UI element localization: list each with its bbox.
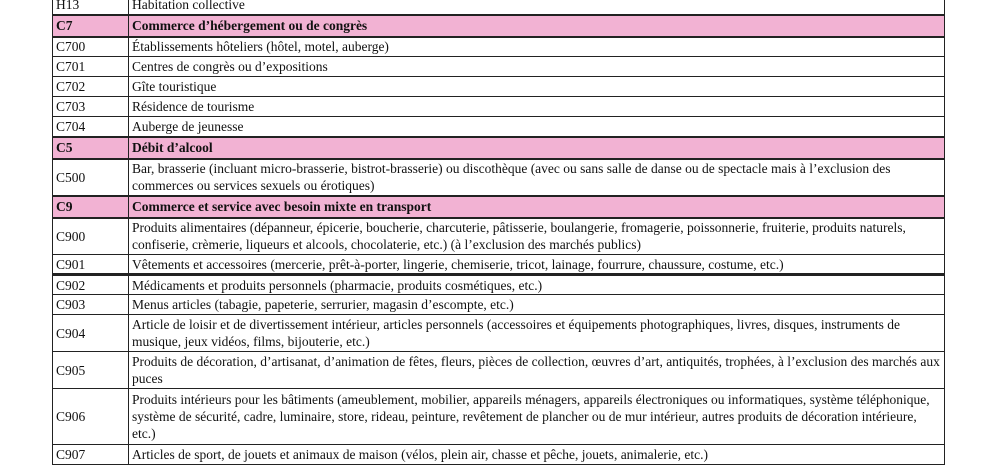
usage-codes-table — [52, 0, 945, 465]
row-code: C906 — [53, 389, 129, 445]
table-row — [53, 57, 945, 77]
table-row — [53, 0, 945, 15]
section-header-row — [53, 15, 945, 37]
table-row — [53, 295, 945, 315]
row-description: Centres de congrès ou d’expositions — [129, 57, 945, 77]
row-description: Produits alimentaires (dépanneur, épicerie, boucherie, charcuterie, pâtisserie, boulangerie, fromagerie, poissonnerie, fruiterie, produits naturels, confiserie, crèmerie, liqueurs et alcools, chocolaterie, etc.) (à l’exclusion des marchés publics) — [129, 218, 945, 255]
row-code: C701 — [53, 57, 129, 77]
table-row — [53, 159, 945, 196]
section-title: Commerce et service avec besoin mixte en transport — [129, 196, 945, 218]
row-code: C905 — [53, 352, 129, 389]
row-description: Auberge de jeunesse — [129, 117, 945, 137]
row-description: Habitation collective — [129, 0, 945, 15]
row-description: Vêtements et accessoires (mercerie, prêt-à-porter, lingerie, chemiserie, tricot, lainage, fourrure, chaussure, costume, etc.) — [129, 255, 945, 275]
row-code: C901 — [53, 255, 129, 275]
section-code: C9 — [53, 196, 129, 218]
section-code: C5 — [53, 137, 129, 159]
usage-codes-table-body — [53, 0, 945, 465]
row-description: Établissements hôteliers (hôtel, motel, auberge) — [129, 37, 945, 57]
row-code: C702 — [53, 77, 129, 97]
row-code: C700 — [53, 37, 129, 57]
row-code: C500 — [53, 159, 129, 196]
table-row — [53, 117, 945, 137]
table-row — [53, 445, 945, 465]
table-row — [53, 37, 945, 57]
section-header-row — [53, 137, 945, 159]
row-code: C902 — [53, 275, 129, 295]
row-code: C703 — [53, 97, 129, 117]
row-description: Produits de décoration, d’artisanat, d’animation de fêtes, fleurs, pièces de collection, œuvres d’art, antiquités, trophées, à l’exclusion des marchés aux puces — [129, 352, 945, 389]
row-description: Résidence de tourisme — [129, 97, 945, 117]
section-title: Débit d’alcool — [129, 137, 945, 159]
section-code: C7 — [53, 15, 129, 37]
row-code: H13 — [53, 0, 129, 15]
usage-codes-table-page — [52, 0, 944, 465]
row-description: Menus articles (tabagie, papeterie, serrurier, magasin d’escompte, etc.) — [129, 295, 945, 315]
row-description: Produits intérieurs pour les bâtiments (ameublement, mobilier, appareils ménagers, appareils électroniques ou informatiques, système téléphonique, système de sécurité, cadre, luminaire, store, rideau, peinture, revêtement de plancher ou de mur intérieur, autres produits de décoration intérieure, etc.) — [129, 389, 945, 445]
row-description: Médicaments et produits personnels (pharmacie, produits cosmétiques, etc.) — [129, 275, 945, 295]
row-description: Gîte touristique — [129, 77, 945, 97]
table-row — [53, 389, 945, 445]
section-title: Commerce d’hébergement ou de congrès — [129, 15, 945, 37]
row-code: C904 — [53, 315, 129, 352]
table-row — [53, 275, 945, 295]
row-code: C704 — [53, 117, 129, 137]
table-row — [53, 315, 945, 352]
table-row — [53, 77, 945, 97]
table-row — [53, 352, 945, 389]
row-code: C900 — [53, 218, 129, 255]
row-description: Articles de sport, de jouets et animaux de maison (vélos, plein air, chasse et pêche, jouets, animalerie, etc.) — [129, 445, 945, 465]
row-code: C907 — [53, 445, 129, 465]
table-row — [53, 97, 945, 117]
row-description: Article de loisir et de divertissement intérieur, articles personnels (accessoires et équipements photographiques, livres, disques, instruments de musique, jeux vidéos, films, bijouterie, etc.) — [129, 315, 945, 352]
table-row — [53, 255, 945, 275]
row-description: Bar, brasserie (incluant micro-brasserie, bistrot-brasserie) ou discothèque (avec ou sans salle de danse ou de spectacle mais à l’exclusion des commerces ou services sexuels ou érotiques) — [129, 159, 945, 196]
section-header-row — [53, 196, 945, 218]
row-code: C903 — [53, 295, 129, 315]
table-row — [53, 218, 945, 255]
